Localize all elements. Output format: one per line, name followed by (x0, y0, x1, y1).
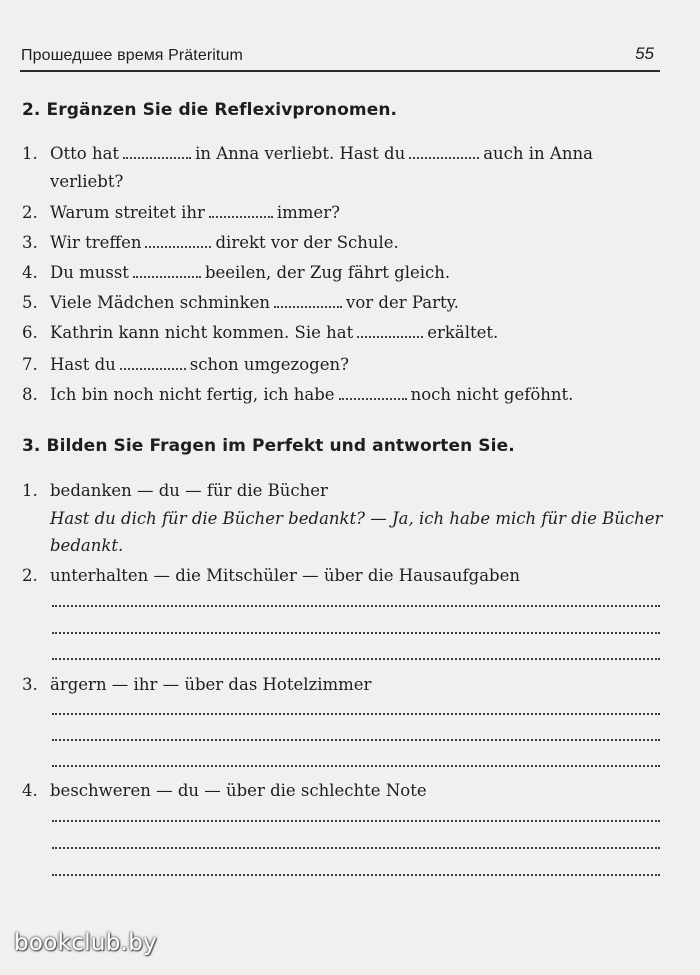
item-text: erkältet. (427, 323, 499, 342)
item-text: Ich bin noch nicht fertig, ich habe (50, 385, 335, 404)
example-answer-line-1: Hast du dich für die Bücher bedankt? — Ja, ich habe mich für die Bücher (50, 509, 663, 528)
blank-gap (274, 302, 342, 308)
example-answer-line-2: bedankt. (50, 536, 124, 555)
item-text: immer? (276, 203, 340, 222)
item-number: 1. (22, 144, 38, 163)
exercise-2-item-3 (22, 231, 399, 255)
item-text: auch in Anna (483, 144, 593, 163)
exercise-2-item-8 (22, 383, 573, 407)
item-text: Du musst (50, 263, 129, 282)
item-text: Otto hat (50, 144, 120, 163)
answer-line (52, 632, 660, 634)
blank-gap (133, 272, 201, 278)
item-text: vor der Party. (346, 293, 459, 312)
exercise-3-item-1 (22, 479, 328, 503)
exercise-2-item-4 (22, 261, 450, 285)
running-header (20, 44, 660, 72)
watermark: bookclub.by (14, 930, 158, 956)
blank-gap (339, 394, 407, 400)
item-number: 2. (22, 203, 38, 222)
item-text: Kathrin kann nicht kommen. Sie hat (50, 323, 354, 342)
running-title: Прошедшее время Präteritum (21, 47, 243, 64)
blank-gap (357, 332, 423, 338)
exercise-2-item-2 (22, 201, 340, 225)
exercise-2-item-1 (22, 142, 593, 166)
item-number: 5. (22, 293, 38, 312)
item-text: Wir treffen (50, 233, 142, 252)
answer-line (52, 605, 660, 607)
item-number: 3. (22, 233, 38, 252)
answer-line (52, 658, 660, 660)
item-number: 3. (22, 675, 38, 694)
exercise-3-item-2 (22, 564, 520, 588)
item-number: 2. (22, 566, 38, 585)
exercise-2-item-6 (22, 321, 498, 345)
exercise-2-item-7 (22, 353, 349, 377)
item-number: 6. (22, 323, 38, 342)
page-number: 55 (635, 44, 654, 63)
answer-line (52, 874, 660, 876)
exercise-2-item-1-continuation: verliebt? (50, 172, 124, 191)
answer-line (52, 820, 660, 822)
item-text: Hast du (50, 355, 116, 374)
blank-gap (145, 242, 211, 248)
item-text: noch nicht geföhnt. (410, 385, 574, 404)
item-prompt: unterhalten — die Mitschüler — über die Hausaufgaben (50, 566, 521, 585)
item-number: 7. (22, 355, 38, 374)
item-number: 8. (22, 385, 38, 404)
blank-gap (120, 364, 186, 370)
exercise-3-item-3 (22, 673, 371, 697)
blank-gap (209, 212, 273, 218)
exercise-2-item-5 (22, 291, 459, 315)
item-number: 4. (22, 263, 38, 282)
answer-line (52, 847, 660, 849)
item-text: beeilen, der Zug fährt gleich. (204, 263, 451, 282)
item-prompt: bedanken — du — für die Bücher (50, 481, 328, 500)
exercise-2-heading: 2. Ergänzen Sie die Reflexivpronomen. (22, 100, 398, 120)
item-prompt: ärgern — ihr — über das Hotelzimmer (50, 675, 372, 694)
item-text: Viele Mädchen schminken (50, 293, 271, 312)
item-prompt: beschweren — du — über die schlechte Note (50, 781, 427, 800)
exercise-3-heading: 3. Bilden Sie Fragen im Perfekt und antworten Sie. (22, 436, 515, 456)
item-number: 4. (22, 781, 38, 800)
answer-line (52, 765, 660, 767)
blank-gap (123, 153, 191, 159)
item-text: schon umgezogen? (189, 355, 349, 374)
item-number: 1. (22, 481, 38, 500)
answer-line (52, 713, 660, 715)
blank-gap (409, 153, 479, 159)
exercise-3-item-4 (22, 779, 427, 803)
item-text: in Anna verliebt. Hast du (195, 144, 406, 163)
item-text: Warum streitet ihr (50, 203, 205, 222)
answer-line (52, 739, 660, 741)
item-text: direkt vor der Schule. (215, 233, 399, 252)
